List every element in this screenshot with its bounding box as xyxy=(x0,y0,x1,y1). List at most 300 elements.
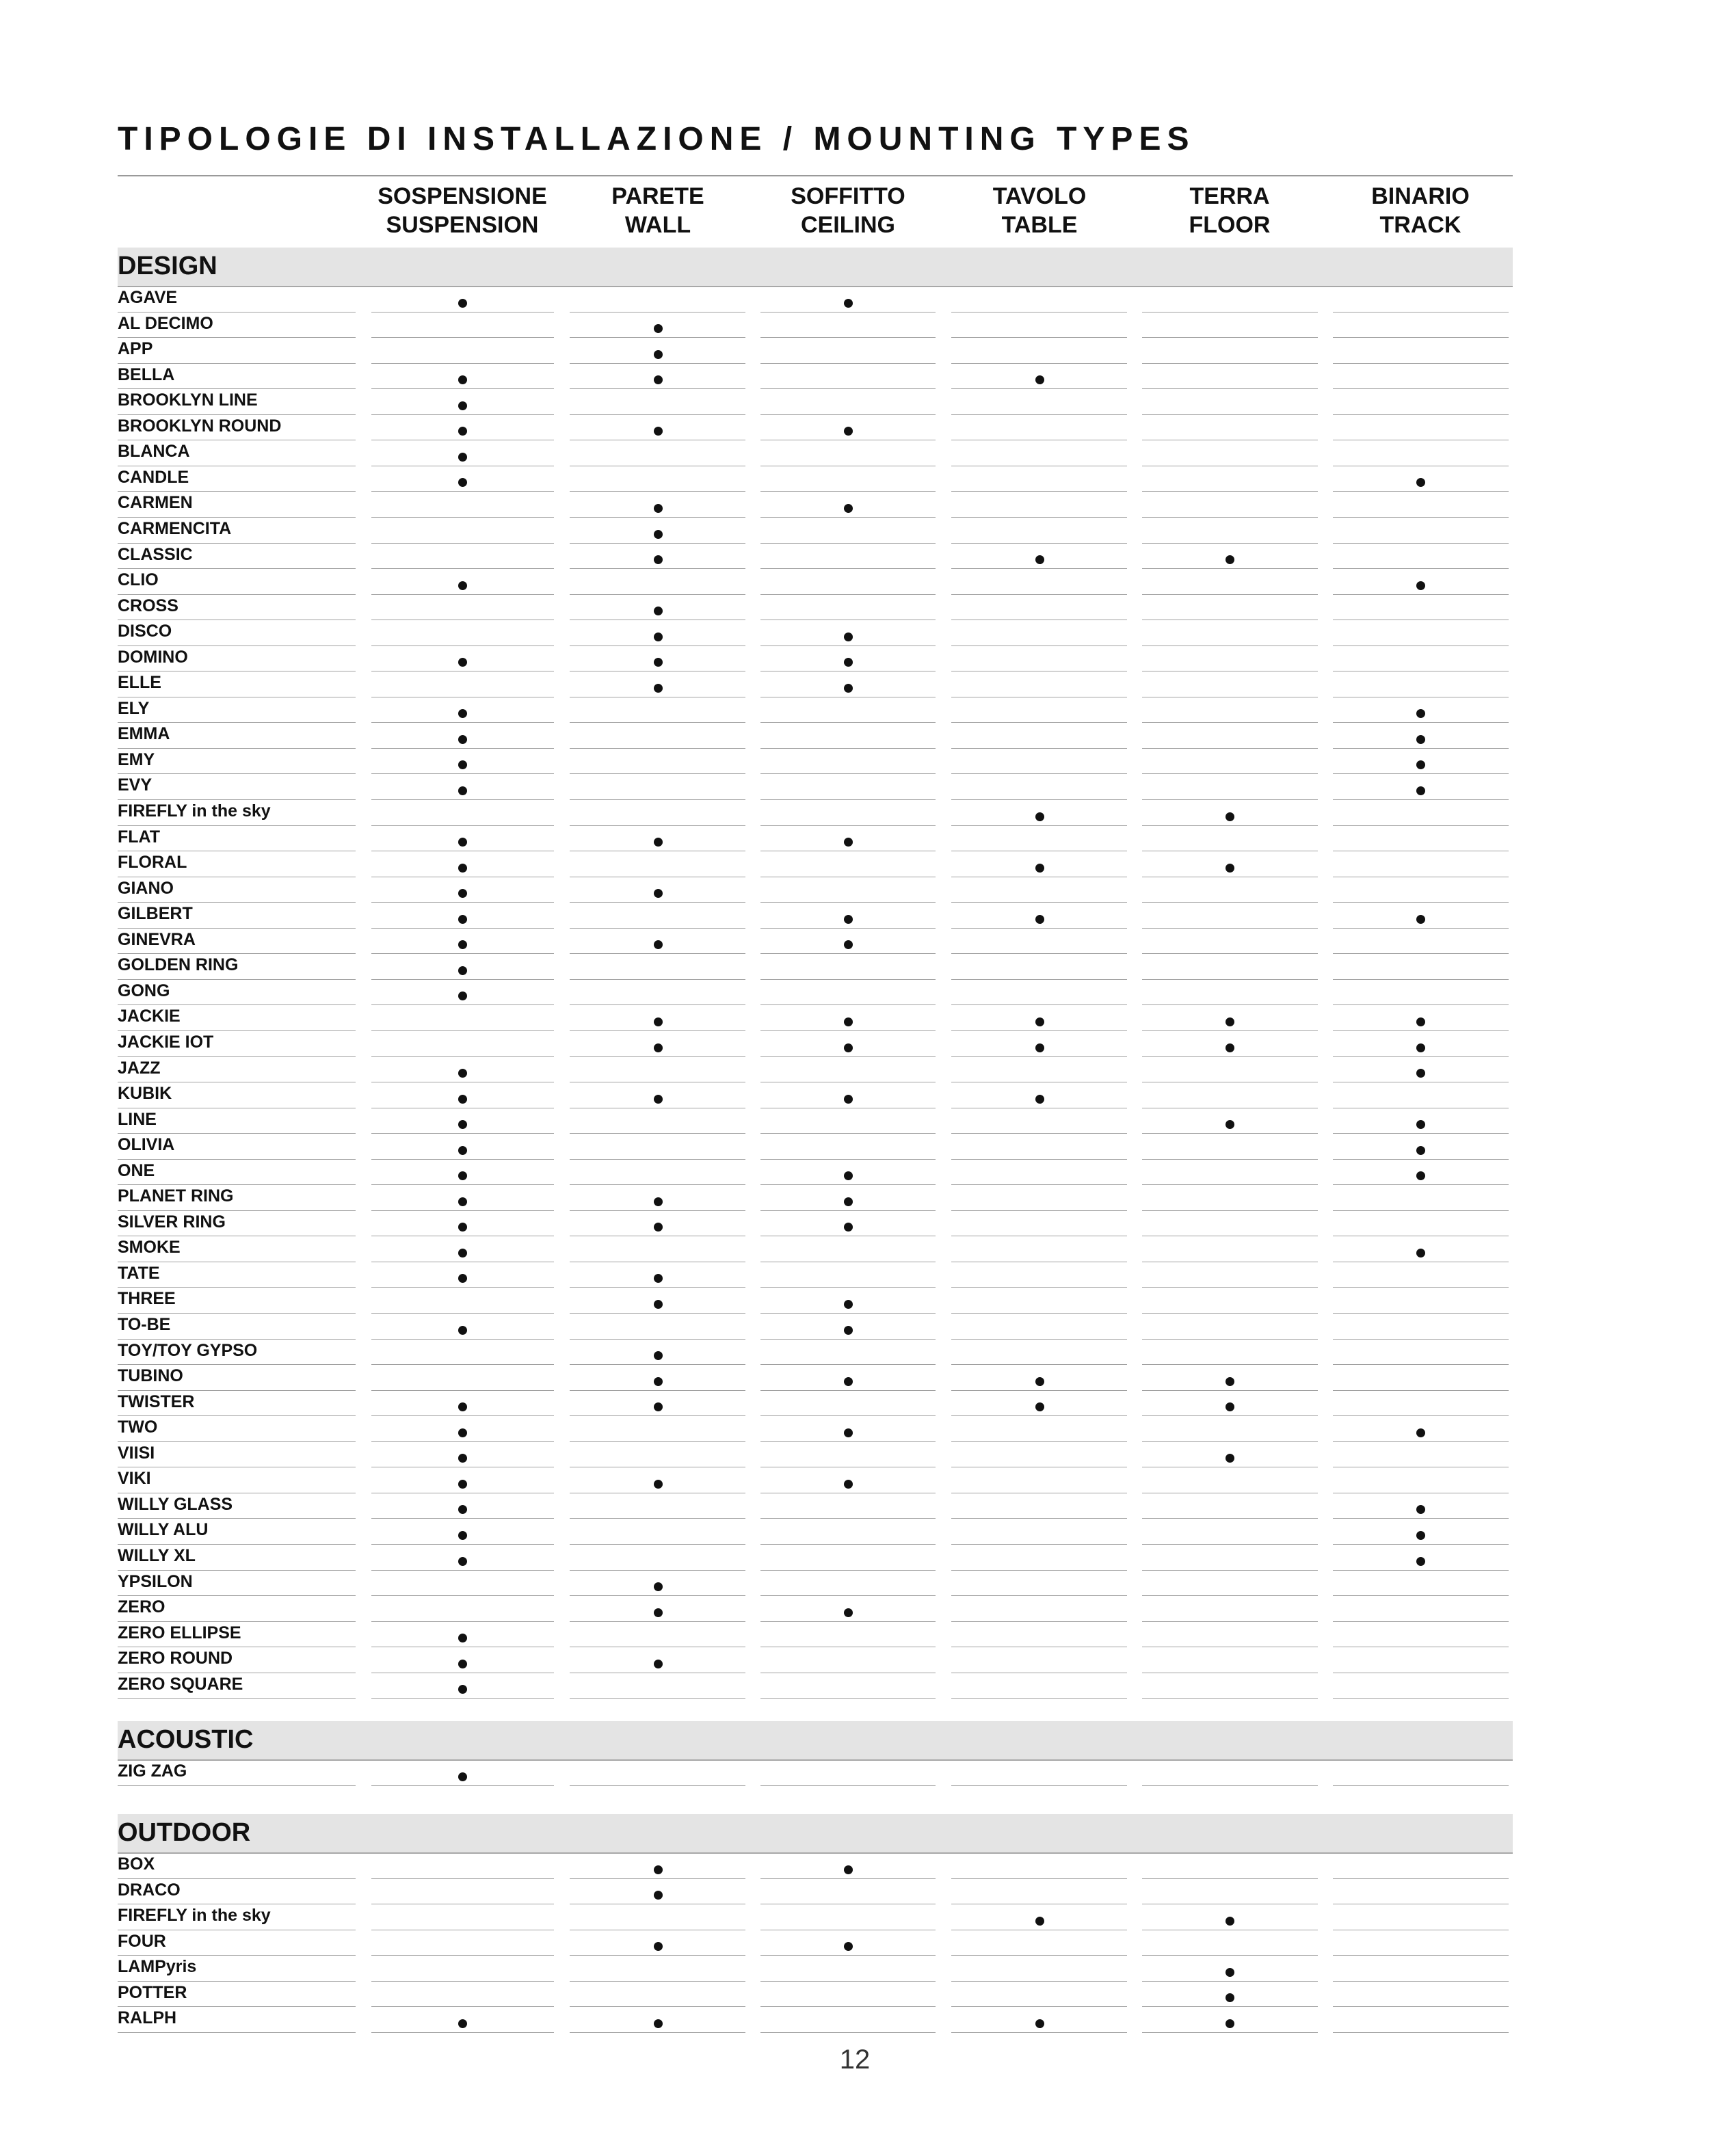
row-underline xyxy=(118,979,356,980)
cell-underline xyxy=(371,1184,554,1185)
table-row xyxy=(0,364,1709,390)
product-name: ELY xyxy=(118,698,150,718)
cell-underline xyxy=(1333,1313,1509,1314)
bullet-mark xyxy=(844,1865,853,1874)
row-underline xyxy=(118,1364,356,1365)
bullet-mark xyxy=(458,1685,467,1694)
row-underline xyxy=(118,414,356,415)
bullet-mark xyxy=(654,1017,663,1026)
row-underline xyxy=(118,1004,356,1005)
cell-underline xyxy=(951,1390,1127,1391)
cell-underline xyxy=(1333,979,1509,980)
row-underline xyxy=(118,825,356,826)
table-row xyxy=(0,903,1709,929)
cell-underline xyxy=(1333,1364,1509,1365)
bullet-mark xyxy=(458,658,467,667)
product-name: JAZZ xyxy=(118,1058,161,1078)
cell-underline xyxy=(1142,2032,1318,2033)
bullet-mark xyxy=(458,1772,467,1781)
row-underline xyxy=(118,953,356,954)
cell-underline xyxy=(760,1955,936,1956)
cell-underline xyxy=(951,517,1127,518)
cell-underline xyxy=(951,2032,1127,2033)
table-row xyxy=(0,1623,1709,1649)
product-name: LINE xyxy=(118,1109,157,1129)
product-name: ELLE xyxy=(118,673,161,693)
row-underline xyxy=(118,2032,356,2033)
bullet-mark xyxy=(654,1095,663,1104)
bullet-mark xyxy=(458,299,467,308)
product-name: TWO xyxy=(118,1418,158,1437)
cell-underline xyxy=(760,1415,936,1416)
cell-underline xyxy=(1142,568,1318,569)
cell-underline xyxy=(760,1441,936,1442)
bullet-mark xyxy=(1416,1249,1425,1257)
bullet-mark xyxy=(458,453,467,462)
product-name: GIANO xyxy=(118,878,174,898)
section-title: DESIGN xyxy=(118,252,217,280)
cell-underline xyxy=(570,594,745,595)
bullet-mark xyxy=(458,1120,467,1129)
product-name: CANDLE xyxy=(118,467,189,487)
table-row xyxy=(0,749,1709,775)
cell-underline xyxy=(371,1595,554,1596)
table-row xyxy=(0,338,1709,364)
cell-underline xyxy=(1333,337,1509,338)
cell-underline xyxy=(570,722,745,723)
product-name: AGAVE xyxy=(118,288,178,307)
row-underline xyxy=(118,1313,356,1314)
bullet-mark xyxy=(654,427,663,436)
cell-underline xyxy=(371,1955,554,1956)
table-row xyxy=(0,1571,1709,1597)
cell-underline xyxy=(570,337,745,338)
cell-underline xyxy=(951,594,1127,595)
table-row xyxy=(0,1006,1709,1032)
bullet-mark xyxy=(654,1223,663,1232)
cell-underline xyxy=(371,414,554,415)
row-underline xyxy=(118,1184,356,1185)
cell-underline xyxy=(951,953,1127,954)
bullet-mark xyxy=(1035,1095,1044,1104)
cell-underline xyxy=(1142,825,1318,826)
cell-underline xyxy=(760,1159,936,1160)
column-header xyxy=(569,182,747,239)
table-row xyxy=(0,596,1709,622)
cell-underline xyxy=(760,1981,936,1982)
cell-underline xyxy=(371,773,554,774)
cell-underline xyxy=(371,363,554,364)
bullet-mark xyxy=(1416,1017,1425,1026)
bullet-mark xyxy=(654,530,663,539)
row-underline xyxy=(118,748,356,749)
bullet-mark xyxy=(1416,581,1425,590)
bullet-mark xyxy=(1035,864,1044,873)
cell-underline xyxy=(1142,1544,1318,1545)
cell-underline xyxy=(1333,1621,1509,1622)
bullet-mark xyxy=(844,1428,853,1437)
table-row xyxy=(0,1545,1709,1571)
cell-underline xyxy=(760,2032,936,2033)
bullet-mark xyxy=(844,1300,853,1309)
cell-underline xyxy=(1333,1595,1509,1596)
bullet-mark xyxy=(458,940,467,949)
cell-underline xyxy=(371,568,554,569)
bullet-mark xyxy=(458,2019,467,2028)
bullet-mark xyxy=(844,633,853,641)
cell-underline xyxy=(760,1364,936,1365)
product-name: CARMEN xyxy=(118,493,193,513)
bullet-mark xyxy=(1416,786,1425,795)
cell-underline xyxy=(951,902,1127,903)
bullet-mark xyxy=(458,1095,467,1104)
bullet-mark xyxy=(844,1608,853,1617)
bullet-mark xyxy=(1226,1120,1234,1129)
product-name: TO-BE xyxy=(118,1315,171,1334)
cell-underline xyxy=(1142,491,1318,492)
bullet-mark xyxy=(654,1274,663,1283)
table-row xyxy=(0,1674,1709,1700)
cell-underline xyxy=(1142,1159,1318,1160)
bullet-mark xyxy=(458,1326,467,1335)
cell-underline xyxy=(570,1878,745,1879)
bullet-mark xyxy=(654,324,663,333)
product-name: ZERO xyxy=(118,1597,165,1617)
product-name: AL DECIMO xyxy=(118,313,213,333)
bullet-mark xyxy=(654,838,663,847)
product-name: JACKIE IOT xyxy=(118,1032,214,1052)
cell-underline xyxy=(1333,2006,1509,2007)
cell-underline xyxy=(1333,388,1509,389)
cell-underline xyxy=(760,799,936,800)
bullet-mark xyxy=(654,1891,663,1900)
product-name: CARMENCITA xyxy=(118,518,232,538)
bullet-mark xyxy=(844,299,853,308)
bullet-mark xyxy=(654,1043,663,1052)
cell-underline xyxy=(1142,748,1318,749)
product-name: TOY/TOY GYPSO xyxy=(118,1340,258,1360)
row-underline xyxy=(118,799,356,800)
table-row xyxy=(0,955,1709,981)
cell-underline xyxy=(760,748,936,749)
bullet-mark xyxy=(654,1351,663,1360)
cell-underline xyxy=(1142,1878,1318,1879)
bullet-mark xyxy=(654,1480,663,1489)
product-name: YPSILON xyxy=(118,1571,193,1591)
cell-underline xyxy=(951,1698,1127,1699)
row-underline xyxy=(118,1030,356,1031)
cell-underline xyxy=(951,1570,1127,1571)
table-row xyxy=(0,1288,1709,1314)
cell-underline xyxy=(371,337,554,338)
cell-underline xyxy=(371,1570,554,1571)
cell-underline xyxy=(570,748,745,749)
table-row xyxy=(0,1854,1709,1880)
bullet-mark xyxy=(1035,1043,1044,1052)
bullet-mark xyxy=(1226,864,1234,873)
bullet-mark xyxy=(1416,1171,1425,1180)
product-name: THREE xyxy=(118,1289,176,1309)
column-header-it: SOSPENSIONE xyxy=(377,183,547,209)
table-row xyxy=(0,1880,1709,1906)
product-name: ZERO SQUARE xyxy=(118,1674,243,1694)
cell-underline xyxy=(570,1210,745,1211)
cell-underline xyxy=(1142,517,1318,518)
product-name: SMOKE xyxy=(118,1238,181,1257)
cell-underline xyxy=(570,1364,745,1365)
cell-underline xyxy=(951,1518,1127,1519)
table-row xyxy=(0,698,1709,724)
cell-underline xyxy=(760,388,936,389)
section-title: OUTDOOR xyxy=(118,1818,251,1847)
table-row xyxy=(0,1982,1709,2008)
cell-underline xyxy=(570,1595,745,1596)
bullet-mark xyxy=(458,709,467,718)
cell-underline xyxy=(951,773,1127,774)
table-row xyxy=(0,1109,1709,1135)
bullet-mark xyxy=(458,427,467,436)
table-row xyxy=(0,1366,1709,1392)
bullet-mark xyxy=(654,504,663,513)
bullet-mark xyxy=(458,1531,467,1540)
product-name: ZERO ELLIPSE xyxy=(118,1623,241,1642)
product-name: JACKIE xyxy=(118,1007,181,1026)
bullet-mark xyxy=(1226,1917,1234,1926)
cell-underline xyxy=(760,1698,936,1699)
bullet-mark xyxy=(654,1197,663,1206)
row-underline xyxy=(118,2006,356,2007)
row-underline xyxy=(118,773,356,774)
top-rule xyxy=(118,175,1513,176)
cell-underline xyxy=(760,543,936,544)
cell-underline xyxy=(1333,1133,1509,1134)
bullet-mark xyxy=(654,684,663,693)
column-header-it: TAVOLO xyxy=(992,183,1087,209)
bullet-mark xyxy=(844,1197,853,1206)
cell-underline xyxy=(1333,1004,1509,1005)
cell-underline xyxy=(1142,953,1318,954)
cell-underline xyxy=(1142,1570,1318,1571)
cell-underline xyxy=(371,1056,554,1057)
row-underline xyxy=(118,1785,356,1786)
cell-underline xyxy=(570,1390,745,1391)
cell-underline xyxy=(1333,799,1509,800)
bullet-mark xyxy=(844,838,853,847)
bullet-mark xyxy=(1226,1377,1234,1386)
bullet-mark xyxy=(458,966,467,975)
product-name: DOMINO xyxy=(118,647,188,667)
table-row xyxy=(0,1956,1709,1982)
cell-underline xyxy=(570,1339,745,1340)
bullet-mark xyxy=(654,375,663,384)
cell-underline xyxy=(1333,1570,1509,1571)
row-underline xyxy=(118,1878,356,1879)
cell-underline xyxy=(371,825,554,826)
cell-underline xyxy=(1142,1441,1318,1442)
cell-underline xyxy=(1333,491,1509,492)
product-name: FOUR xyxy=(118,1931,166,1951)
bullet-mark xyxy=(1035,375,1044,384)
product-name: FLAT xyxy=(118,827,161,847)
cell-underline xyxy=(951,1210,1127,1211)
cell-underline xyxy=(760,491,936,492)
bullet-mark xyxy=(654,889,663,898)
row-underline xyxy=(118,1287,356,1288)
cell-underline xyxy=(570,1544,745,1545)
cell-underline xyxy=(371,1518,554,1519)
cell-underline xyxy=(951,1184,1127,1185)
cell-underline xyxy=(1142,1313,1318,1314)
product-name: FLORAL xyxy=(118,853,187,873)
product-name: WILLY XL xyxy=(118,1545,196,1565)
cell-underline xyxy=(760,1621,936,1622)
table-row xyxy=(0,1648,1709,1674)
cell-underline xyxy=(1333,1544,1509,1545)
cell-underline xyxy=(570,1955,745,1956)
bullet-mark xyxy=(458,1428,467,1437)
cell-underline xyxy=(951,1030,1127,1031)
table-row xyxy=(0,441,1709,467)
cell-underline xyxy=(371,799,554,800)
table-row xyxy=(0,929,1709,955)
table-row xyxy=(0,1032,1709,1058)
cell-underline xyxy=(951,1785,1127,1786)
cell-underline xyxy=(1142,722,1318,723)
product-name: VIISI xyxy=(118,1443,155,1463)
cell-underline xyxy=(371,388,554,389)
cell-underline xyxy=(1142,1184,1318,1185)
cell-underline xyxy=(951,388,1127,389)
cell-underline xyxy=(760,1287,936,1288)
cell-underline xyxy=(1333,1184,1509,1185)
bullet-mark xyxy=(458,581,467,590)
cell-underline xyxy=(371,1133,554,1134)
table-row xyxy=(0,1083,1709,1109)
bullet-mark xyxy=(458,915,467,924)
row-underline xyxy=(118,1544,356,1545)
table-row xyxy=(0,878,1709,904)
cell-underline xyxy=(951,1415,1127,1416)
cell-underline xyxy=(371,902,554,903)
page-number: 12 xyxy=(839,2045,871,2075)
product-name: LAMPyris xyxy=(118,1957,197,1977)
column-header-it: SOFFITTO xyxy=(791,183,905,209)
cell-underline xyxy=(570,1287,745,1288)
bullet-mark xyxy=(458,1274,467,1283)
cell-underline xyxy=(1333,1339,1509,1340)
bullet-mark xyxy=(1035,1402,1044,1411)
bullet-mark xyxy=(458,838,467,847)
cell-underline xyxy=(570,491,745,492)
cell-underline xyxy=(951,2006,1127,2007)
cell-underline xyxy=(951,979,1127,980)
cell-underline xyxy=(951,1339,1127,1340)
section-title: ACOUSTIC xyxy=(118,1725,254,1754)
cell-underline xyxy=(951,1621,1127,1622)
cell-underline xyxy=(1333,1878,1509,1879)
bullet-mark xyxy=(654,1300,663,1309)
bullet-mark xyxy=(1226,1968,1234,1977)
bullet-mark xyxy=(1416,1043,1425,1052)
bullet-mark xyxy=(844,1942,853,1951)
bullet-mark xyxy=(458,1454,467,1463)
cell-underline xyxy=(951,1313,1127,1314)
cell-underline xyxy=(371,979,554,980)
cell-underline xyxy=(1142,773,1318,774)
cell-underline xyxy=(1142,1621,1318,1622)
product-name: BOX xyxy=(118,1854,155,1874)
cell-underline xyxy=(951,1056,1127,1057)
bullet-mark xyxy=(1226,1993,1234,2002)
cell-underline xyxy=(951,568,1127,569)
bullet-mark xyxy=(458,864,467,873)
bullet-mark xyxy=(1416,1557,1425,1566)
bullet-mark xyxy=(844,940,853,949)
cell-underline xyxy=(570,1981,745,1982)
product-name: FIREFLY in the sky xyxy=(118,1906,271,1926)
cell-underline xyxy=(371,748,554,749)
cell-underline xyxy=(760,1210,936,1211)
cell-underline xyxy=(760,1544,936,1545)
bullet-mark xyxy=(654,2019,663,2028)
table-row xyxy=(0,981,1709,1007)
cell-underline xyxy=(1333,543,1509,544)
row-underline xyxy=(118,928,356,929)
cell-underline xyxy=(760,773,936,774)
cell-underline xyxy=(1142,799,1318,800)
cell-underline xyxy=(951,337,1127,338)
cell-underline xyxy=(371,491,554,492)
bullet-mark xyxy=(458,1197,467,1206)
cell-underline xyxy=(1333,1415,1509,1416)
table-row xyxy=(0,492,1709,518)
product-name: TWISTER xyxy=(118,1392,195,1411)
bullet-mark xyxy=(1035,1917,1044,1926)
bullet-mark xyxy=(654,607,663,615)
cell-underline xyxy=(371,953,554,954)
table-row xyxy=(0,544,1709,570)
bullet-mark xyxy=(844,1017,853,1026)
cell-underline xyxy=(760,568,936,569)
cell-underline xyxy=(1142,1955,1318,1956)
cell-underline xyxy=(1333,568,1509,569)
cell-underline xyxy=(1142,363,1318,364)
cell-underline xyxy=(371,1544,554,1545)
bullet-mark xyxy=(458,992,467,1000)
bullet-mark xyxy=(458,1402,467,1411)
bullet-mark xyxy=(1226,1043,1234,1052)
cell-underline xyxy=(1333,1785,1509,1786)
product-name: APP xyxy=(118,339,153,359)
table-row xyxy=(0,287,1709,313)
cell-underline xyxy=(371,1210,554,1211)
table-row xyxy=(0,467,1709,493)
table-row xyxy=(0,1761,1709,1787)
cell-underline xyxy=(1142,1390,1318,1391)
cell-underline xyxy=(1333,1056,1509,1057)
bullet-mark xyxy=(654,350,663,359)
cell-underline xyxy=(570,953,745,954)
product-name: GILBERT xyxy=(118,904,193,924)
row-underline xyxy=(118,1698,356,1699)
bullet-mark xyxy=(654,1865,663,1874)
row-underline xyxy=(118,1210,356,1211)
cell-underline xyxy=(570,1785,745,1786)
cell-underline xyxy=(951,722,1127,723)
section-header xyxy=(118,1814,1513,1854)
cell-underline xyxy=(760,953,936,954)
table-row xyxy=(0,1263,1709,1289)
